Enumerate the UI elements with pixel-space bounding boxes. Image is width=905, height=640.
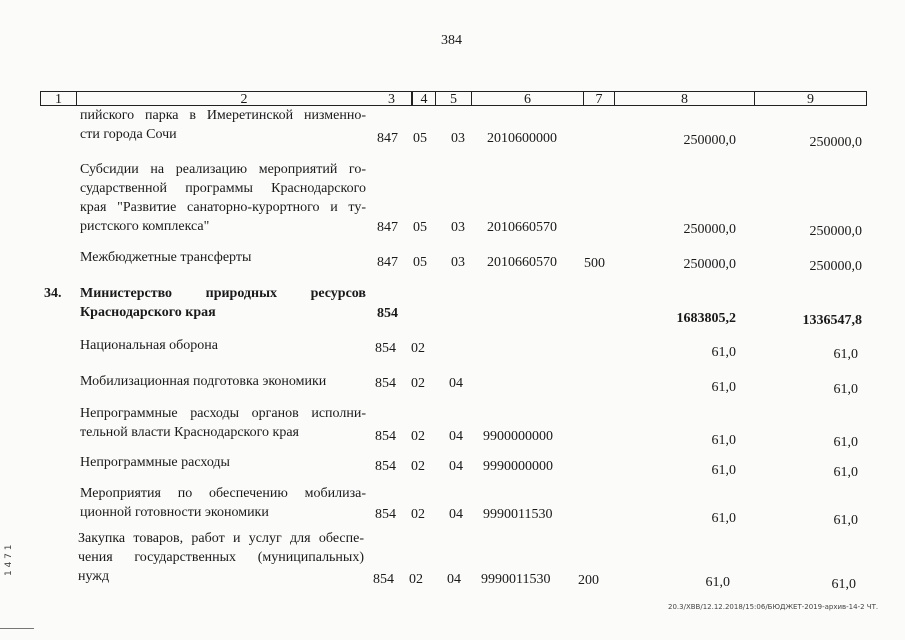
description-line: Непрограммные расходы органов исполни- xyxy=(80,406,366,421)
cell-target-article: 2010660570 xyxy=(487,220,557,235)
cell-subsection: 04 xyxy=(449,376,463,391)
cell-subsection: 04 xyxy=(449,507,463,522)
description-line: Мобилизационная подготовка экономики xyxy=(80,374,327,389)
row-description xyxy=(80,372,366,391)
cell-section: 02 xyxy=(411,459,425,474)
cell-amount-2: 250000,0 xyxy=(809,135,862,150)
header-col-4: 4 xyxy=(412,91,436,106)
cell-expense-type: 500 xyxy=(584,256,605,271)
cell-ministry-code: 854 xyxy=(375,429,396,444)
cell-amount-2: 250000,0 xyxy=(809,259,862,274)
scan-artifact-line xyxy=(0,628,34,629)
cell-amount-1: 61,0 xyxy=(711,511,736,526)
header-col-9: 9 xyxy=(754,91,867,106)
cell-target-article: 9990011530 xyxy=(481,572,551,587)
cell-amount-1: 61,0 xyxy=(711,433,736,448)
cell-section: 05 xyxy=(413,255,427,270)
cell-amount-1: 250000,0 xyxy=(683,257,736,272)
cell-ministry-code: 847 xyxy=(377,220,398,235)
cell-amount-1: 61,0 xyxy=(711,463,736,478)
cell-amount-1: 61,0 xyxy=(711,380,736,395)
description-line: ристского комплекса" xyxy=(80,219,210,234)
cell-amount-1: 1683805,2 xyxy=(676,311,736,326)
header-col-6: 6 xyxy=(471,91,584,106)
cell-amount-2: 61,0 xyxy=(833,347,858,362)
row-description xyxy=(80,336,366,355)
cell-ministry-code: 854 xyxy=(375,459,396,474)
header-col-3: 3 xyxy=(371,91,413,106)
cell-section: 02 xyxy=(409,572,423,587)
cell-amount-2: 61,0 xyxy=(833,382,858,397)
cell-section: 02 xyxy=(411,376,425,391)
footer-stamp: 20.3/XBB/12.12.2018/15:06/БЮДЖЕТ-2019-архив-14-2 ЧТ. xyxy=(668,603,879,611)
cell-expense-type: 200 xyxy=(578,573,599,588)
description-line: ционной готовности экономики xyxy=(80,505,269,520)
description-line: пийского парка в Имеретинской низменно- xyxy=(80,108,366,123)
row-description xyxy=(80,284,366,322)
row-description xyxy=(80,404,366,442)
cell-target-article: 9900000000 xyxy=(483,429,553,444)
cell-subsection: 04 xyxy=(449,459,463,474)
cell-amount-1: 250000,0 xyxy=(683,133,736,148)
cell-subsection: 04 xyxy=(449,429,463,444)
description-line: Непрограммные расходы xyxy=(80,455,230,470)
description-line: тельной власти Краснодарского края xyxy=(80,425,299,440)
cell-amount-2: 61,0 xyxy=(833,435,858,450)
cell-section: 02 xyxy=(411,429,425,444)
description-line: Краснодарского края xyxy=(80,305,216,320)
cell-target-article: 9990011530 xyxy=(483,507,553,522)
cell-subsection: 03 xyxy=(451,131,465,146)
description-line: Субсидии на реализацию мероприятий го- xyxy=(80,162,366,177)
cell-ministry-code: 854 xyxy=(375,507,396,522)
header-col-8: 8 xyxy=(614,91,755,106)
description-line: сти города Сочи xyxy=(80,127,177,142)
cell-amount-1: 61,0 xyxy=(705,575,730,590)
cell-amount-2: 61,0 xyxy=(831,577,856,592)
row-description xyxy=(80,453,366,472)
cell-section: 02 xyxy=(411,507,425,522)
cell-subsection: 04 xyxy=(447,572,461,587)
cell-amount-1: 61,0 xyxy=(711,345,736,360)
page-number: 384 xyxy=(441,33,462,48)
description-line: края "Развитие санаторно-курортного и ту- xyxy=(80,200,366,215)
cell-subsection: 03 xyxy=(451,220,465,235)
row-description xyxy=(80,160,366,236)
cell-ministry-code: 847 xyxy=(377,255,398,270)
description-line: Закупка товаров, работ и услуг для обеспе- xyxy=(78,531,364,546)
row-description xyxy=(80,248,366,267)
row-description xyxy=(80,106,366,144)
cell-ministry-code: 854 xyxy=(375,341,396,356)
cell-amount-1: 250000,0 xyxy=(683,222,736,237)
description-line: Межбюджетные трансферты xyxy=(80,250,252,265)
description-line: Министерство природных ресурсов xyxy=(80,286,366,301)
description-line: Национальная оборона xyxy=(80,338,218,353)
description-line: чения государственных (муниципальных) xyxy=(78,550,364,565)
cell-amount-2: 61,0 xyxy=(833,513,858,528)
cell-section: 02 xyxy=(411,341,425,356)
header-col-2: 2 xyxy=(76,91,412,106)
cell-section: 05 xyxy=(413,220,427,235)
cell-ministry-code: 847 xyxy=(377,131,398,146)
header-col-1: 1 xyxy=(40,91,77,106)
cell-section: 05 xyxy=(413,131,427,146)
cell-amount-2: 250000,0 xyxy=(809,224,862,239)
header-col-5: 5 xyxy=(435,91,472,106)
cell-ministry-code: 854 xyxy=(373,572,394,587)
cell-amount-2: 61,0 xyxy=(833,465,858,480)
cell-target-article: 9990000000 xyxy=(483,459,553,474)
side-mark: 1 4 7 1 xyxy=(4,544,14,576)
row-description xyxy=(80,484,366,522)
cell-ministry-code: 854 xyxy=(375,376,396,391)
cell-target-article: 2010660570 xyxy=(487,255,557,270)
row-description xyxy=(78,529,364,586)
cell-subsection: 03 xyxy=(451,255,465,270)
header-col-7: 7 xyxy=(583,91,615,106)
cell-amount-2: 1336547,8 xyxy=(802,313,862,328)
description-line: сударственной программы Краснодарского xyxy=(80,181,366,196)
cell-ministry-code: 854 xyxy=(377,306,398,321)
description-line: нужд xyxy=(78,569,110,584)
row-number: 34. xyxy=(44,286,62,301)
description-line: Мероприятия по обеспечению мобилиза- xyxy=(80,486,366,501)
cell-target-article: 2010600000 xyxy=(487,131,557,146)
